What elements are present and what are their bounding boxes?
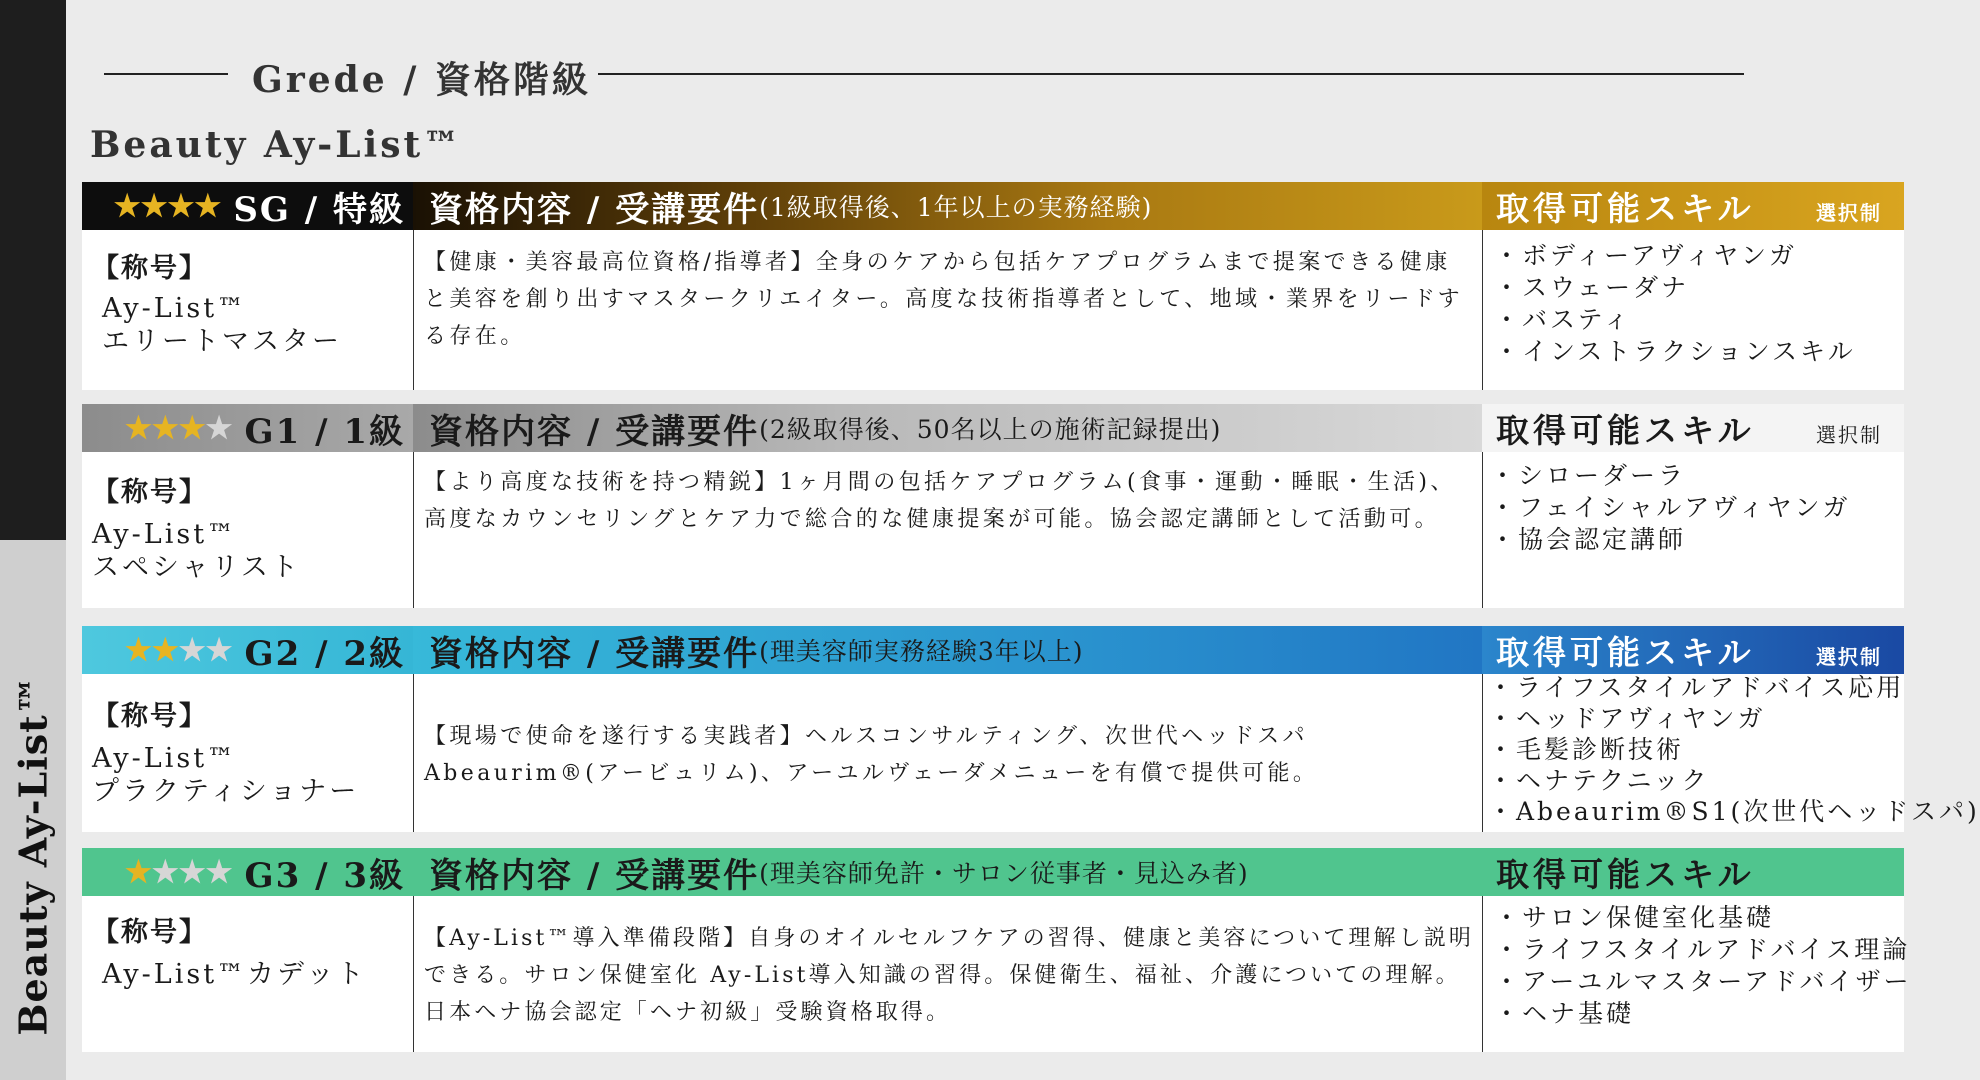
selectable-badge: 選択制	[1816, 645, 1882, 669]
skill-item: ・バスティ	[1494, 305, 1632, 334]
grade-title: G3 / 3級	[244, 855, 405, 896]
grade-body	[82, 673, 1980, 832]
skills-title: 取得可能スキル	[1496, 188, 1755, 228]
grade-title: G2 / 2級	[244, 633, 405, 674]
skills-list	[1494, 240, 1914, 368]
star-rating-icon: ★★★★	[113, 188, 222, 224]
grade-description: 【より高度な技術を持つ精鋭】1ヶ月間の包括ケアプログラム(食事・運動・睡眠・生活)、高度なカウンセリングとケア力で総合的な健康提案が可能。協会認定講師として活動可。	[424, 470, 1456, 532]
header-rule-left	[104, 73, 228, 75]
grade-header	[82, 182, 1904, 230]
divider	[413, 896, 414, 1052]
grade-title-cell	[82, 404, 413, 452]
grade-card-g3	[82, 848, 1912, 1052]
sidebar-dark-block	[0, 0, 66, 540]
grade-header	[82, 626, 1904, 674]
skill-item: ・ボディーアヴィヤンガ	[1494, 241, 1798, 270]
requirement-text: (1級取得後、1年以上の実務経験)	[759, 193, 1153, 222]
selectable-badge: 選択制	[1816, 201, 1882, 225]
skill-item: ・サロン保健室化基礎	[1494, 903, 1775, 932]
skills-title: 取得可能スキル	[1496, 410, 1755, 450]
divider	[1482, 452, 1483, 608]
skill-item: ・スウェーダナ	[1494, 273, 1690, 302]
skills-title: 取得可能スキル	[1496, 632, 1755, 672]
skill-item: ・ヘッドアヴィヤンガ	[1488, 704, 1766, 733]
skills-title: 取得可能スキル	[1496, 854, 1755, 894]
skill-item: ・シローダーラ	[1490, 461, 1687, 490]
skill-item: ・アーユルマスターアドバイザー	[1494, 967, 1912, 996]
grade-description: 【現場で使命を遂行する実践者】ヘルスコンサルティング、次世代ヘッドスパAbeaurim®(アービュリム)、アーユルヴェーダメニューを有償で提供可能。	[424, 724, 1319, 786]
divider	[1482, 896, 1483, 1052]
skills-header-cell	[1482, 182, 1904, 230]
name-label: 【称号】	[92, 917, 208, 948]
name-line-2: スペシャリスト	[92, 552, 301, 583]
page-title: Grede / 資格階級	[252, 59, 591, 101]
name-line-2: プラクティショナー	[92, 776, 360, 807]
skills-list	[1494, 902, 1914, 1030]
grade-body	[82, 452, 1904, 608]
grade-body	[82, 230, 1904, 390]
name-line-2: エリートマスター	[102, 326, 342, 357]
skill-item: ・ヘナ基礎	[1494, 999, 1635, 1028]
divider	[413, 452, 414, 608]
content-title: 資格内容 / 受講要件	[429, 189, 760, 230]
skill-item: ・毛髪診断技術	[1488, 735, 1685, 764]
grade-title-cell	[82, 848, 413, 896]
skills-list	[1488, 672, 1980, 827]
page-subtitle: Beauty Ay-List™	[90, 124, 463, 166]
content-header-cell	[413, 626, 1482, 674]
grade-card-g2	[82, 626, 1980, 832]
name-label: 【称号】	[92, 253, 208, 284]
skill-item: ・Abeaurim®S1(次世代ヘッドスパ)	[1488, 797, 1980, 826]
requirement-text: (2級取得後、50名以上の施術記録提出)	[759, 415, 1222, 444]
name-line-1: Ay-List™カデット	[102, 959, 367, 990]
grade-description: 【健康・美容最高位資格/指導者】全身のケアから包括ケアプログラムまで提案できる健康と美容を創り出すマスタークリエイター。高度な技術指導者として、地域・業界をリードする存在。	[424, 250, 1463, 349]
name-line-1: Ay-List™	[102, 293, 248, 324]
star-rating-icon: ★★★★	[124, 854, 233, 890]
grade-header	[82, 848, 1904, 896]
skill-item: ・フェイシャルアヴィヤンガ	[1490, 493, 1851, 522]
grade-header	[82, 404, 1904, 452]
sidebar-label: Beauty Ay-List™	[10, 674, 56, 1036]
content-header-cell	[413, 182, 1482, 230]
divider	[1482, 230, 1483, 390]
name-label: 【称号】	[92, 701, 208, 732]
grade-card-sg	[82, 182, 1904, 390]
grade-body	[82, 896, 1912, 1052]
star-rating-icon: ★★★★	[124, 410, 233, 446]
skill-item: ・協会認定講師	[1490, 525, 1687, 554]
selectable-badge: 選択制	[1816, 423, 1882, 447]
header-rule-right	[598, 73, 1744, 75]
divider	[413, 230, 414, 390]
content-header-cell	[413, 848, 1482, 896]
content-title: 資格内容 / 受講要件	[429, 633, 760, 674]
name-label: 【称号】	[92, 477, 208, 508]
requirement-text: (理美容師免許・サロン従事者・見込み者)	[759, 859, 1249, 888]
skill-item: ・ライフスタイルアドバイス応用	[1488, 673, 1905, 702]
star-rating-icon: ★★★★	[124, 632, 233, 668]
grade-title: G1 / 1級	[244, 411, 405, 452]
requirement-text: (理美容師実務経験3年以上)	[759, 637, 1084, 666]
grade-title-cell	[82, 626, 413, 674]
skills-list	[1490, 460, 1910, 556]
skills-header-cell	[1482, 626, 1904, 674]
grade-title-cell	[82, 182, 413, 230]
skill-item: ・ヘナテクニック	[1488, 766, 1710, 795]
grade-card-g1	[82, 404, 1904, 608]
content-title: 資格内容 / 受講要件	[429, 411, 760, 452]
content-title: 資格内容 / 受講要件	[429, 855, 760, 896]
name-line-1: Ay-List™	[92, 519, 238, 550]
skill-item: ・インストラクションスキル	[1494, 337, 1856, 366]
skills-header-cell	[1482, 848, 1904, 896]
skills-header-cell	[1482, 404, 1904, 452]
grade-title: SG / 特級	[233, 189, 405, 230]
name-line-1: Ay-List™	[92, 743, 238, 774]
divider	[413, 674, 414, 832]
divider	[1482, 674, 1483, 832]
content-header-cell	[413, 404, 1482, 452]
grade-description: 【Ay-List™導入準備段階】自身のオイルセルフケアの習得、健康と美容について理解し説明できる。サロン保健室化 Ay-List導入知識の習得。保健衛生、福祉、介護についての理解。日本ヘナ協会認定「ヘナ初級」受験資格取得。	[424, 926, 1474, 1025]
skill-item: ・ライフスタイルアドバイス理論	[1494, 935, 1911, 964]
